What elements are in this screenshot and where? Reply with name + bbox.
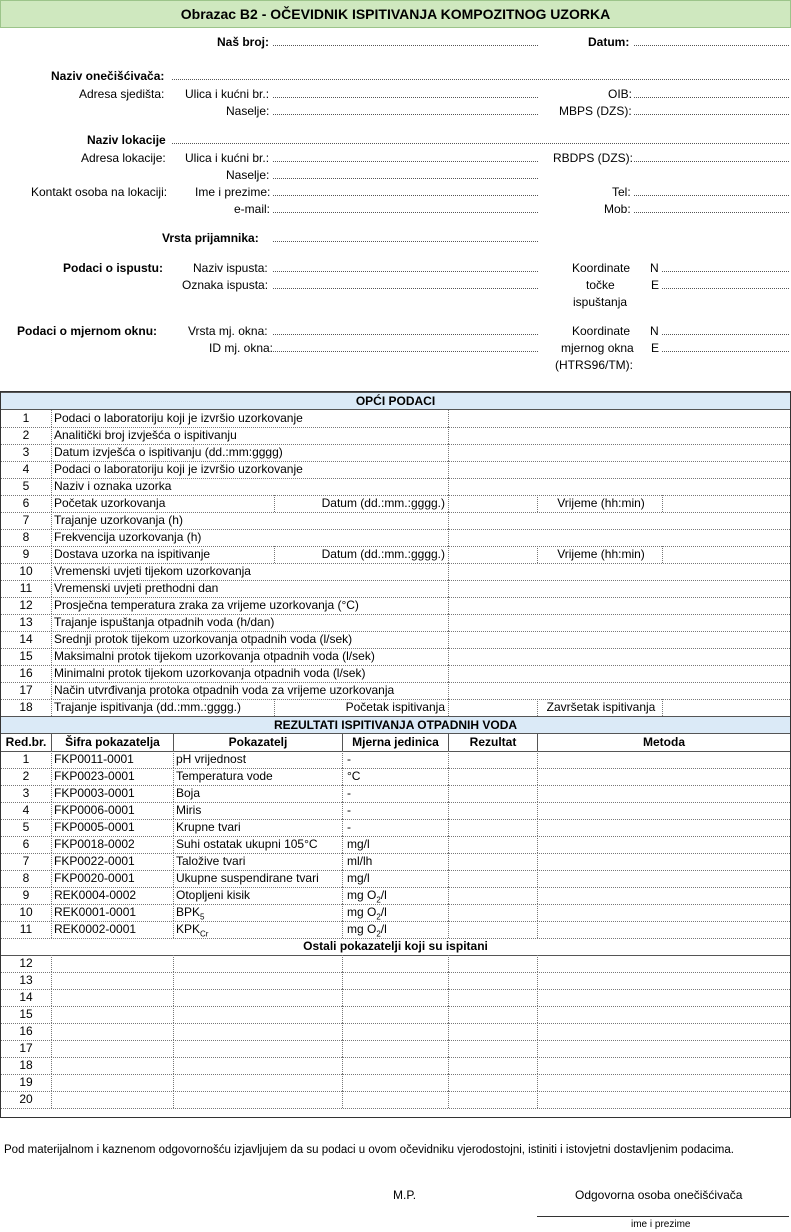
rezultat-row-jedinica: mg $O_2/l$: [347, 888, 387, 904]
opci-row-label: Naziv i oznaka uzorka: [54, 479, 172, 493]
opci-row-value[interactable]: [449, 682, 790, 699]
ostali-row-num: 14: [19, 990, 33, 1004]
opci-row-label: Trajanje ispitivanja (dd.:mm.:gggg.): [54, 700, 241, 714]
rezultat-row-metoda[interactable]: [538, 853, 790, 870]
ostali-row-value[interactable]: [449, 1074, 537, 1091]
mjernog-okna-label: mjernog okna: [561, 341, 634, 355]
opci-row-label: Vremenski uvjeti prethodni dan: [54, 581, 219, 595]
podaci-oknu-label: Podaci o mjernom oknu:: [17, 324, 158, 338]
ostali-row-metoda[interactable]: [538, 1006, 790, 1023]
rezultat-row-sifra: FKP0022-0001: [54, 854, 135, 868]
rezultat-row: [1, 751, 790, 769]
ostali-row: [1, 1023, 790, 1041]
rezultat-row-num: 2: [22, 769, 30, 783]
ostali-row-jedinica[interactable]: [343, 989, 448, 1006]
opci-row-num: 3: [22, 445, 30, 459]
opci-row-label: Prosječna temperatura zraka za vrijeme uzorkovanja (°C): [54, 598, 359, 612]
col-metoda: Metoda: [643, 735, 685, 749]
rezultat-row-sifra: FKP0018-0002: [54, 837, 135, 851]
ulica-lok-label: Ulica i kućni br.:: [185, 151, 270, 165]
opci-row-label: Minimalni protok tijekom uzorkovanja otpadnih voda (l/sek): [54, 666, 366, 680]
rezultat-row-value[interactable]: [449, 921, 537, 938]
rezultat-row: [1, 836, 790, 854]
opci-row-right: Završetak ispitivanja: [546, 700, 656, 714]
oznaka-ispusta-field[interactable]: [273, 288, 538, 289]
opci-row: [1, 546, 790, 564]
opci-row: [1, 495, 790, 513]
form-grid: [0, 391, 791, 1118]
n-field[interactable]: [662, 271, 789, 272]
naziv-lokacije-field[interactable]: [172, 143, 789, 144]
ostali-row-pokazatelj[interactable]: [174, 1074, 342, 1091]
ostali-row-pokazatelj[interactable]: [174, 955, 342, 972]
opci-row-num: 4: [22, 462, 30, 476]
opci-row: [1, 563, 790, 581]
rezultat-row-jedinica: mg/l: [347, 871, 370, 885]
ostali-row-num: 15: [19, 1007, 33, 1021]
opci-row: [1, 444, 790, 462]
rezultat-row-num: 9: [22, 888, 30, 902]
naselje-lok-label: Naselje:: [226, 168, 270, 182]
rezultati-header-row: [1, 734, 790, 752]
opci-row-num: 15: [19, 649, 33, 663]
rezultat-row-metoda[interactable]: [538, 870, 790, 887]
rezultat-row-num: 6: [22, 837, 30, 851]
opci-row-num: 17: [19, 683, 33, 697]
opci-row-label: Trajanje ispuštanja otpadnih voda (h/dan): [54, 615, 275, 629]
opci-row-value[interactable]: [449, 699, 537, 716]
ostali-row-num: 12: [19, 956, 33, 970]
rezultat-row-metoda[interactable]: [538, 785, 790, 802]
rezultat-row-pokazatelj: pH vrijednost: [176, 752, 247, 766]
ostali-row-sifra[interactable]: [52, 955, 173, 972]
opci-row-num: 7: [22, 513, 30, 527]
nas-broj-field[interactable]: [273, 45, 538, 46]
opci-row: [1, 461, 790, 479]
naziv-oneciscivaca-field[interactable]: [172, 79, 789, 80]
opci-row-value[interactable]: [449, 563, 790, 580]
ostali-heading: [1, 938, 790, 956]
oib-label: OIB:: [608, 87, 633, 101]
opci-row-right: Vrijeme (hh:min): [557, 547, 645, 561]
rezultati-heading: REZULTATI ISPITIVANJA OTPADNIH VODA: [1, 716, 790, 734]
rezultat-row: [1, 768, 790, 786]
rezultat-row-jedinica: mg $O_2/l$: [347, 905, 387, 921]
n-label: N: [650, 261, 659, 275]
koordinate2-label: Koordinate: [572, 324, 631, 338]
rezultat-row-sifra: FKP0011-0001: [54, 752, 134, 766]
rezultat-row-pokazatelj: Krupne tvari: [176, 820, 241, 834]
opci-row-num: 12: [19, 598, 33, 612]
ostali-row-metoda[interactable]: [538, 972, 790, 989]
rezultat-row-num: 3: [22, 786, 30, 800]
opci-row-label: Srednji protok tijekom uzorkovanja otpadnih voda (l/sek): [54, 632, 353, 646]
naselje-lok-field[interactable]: [273, 178, 538, 179]
e2-label: E: [651, 341, 660, 355]
rezultat-row-value[interactable]: [449, 870, 537, 887]
ostali-row: [1, 1057, 790, 1075]
opci-row-value[interactable]: [449, 631, 790, 648]
rezultat-row-num: 8: [22, 871, 30, 885]
opci-row-mid: Datum (dd.:mm.:gggg.): [321, 547, 445, 561]
naziv-ispusta-label: Naziv ispusta:: [193, 261, 268, 275]
ulica-label: Ulica i kućni br.:: [185, 87, 270, 101]
opci-row: [1, 682, 790, 700]
ulica-lok-field[interactable]: [273, 161, 538, 162]
opci-row-label: Frekvencija uzorkovanja (h): [54, 530, 202, 544]
opci-row-label: Trajanje uzorkovanja (h): [54, 513, 183, 527]
opci-row: [1, 699, 790, 717]
ostali-row: [1, 1091, 790, 1109]
rezultat-row-metoda[interactable]: [538, 921, 790, 938]
opci-row-value[interactable]: [449, 478, 790, 495]
ostali-row-pokazatelj[interactable]: [174, 1006, 342, 1023]
odgovorna-osoba-label: Odgovorna osoba onečišćivača: [575, 1188, 743, 1202]
rezultat-row: [1, 921, 790, 939]
ime-prezime-field[interactable]: [273, 195, 538, 196]
tel-field[interactable]: [634, 195, 789, 196]
opci-row-value[interactable]: [449, 512, 790, 529]
opci-row-num: 5: [22, 479, 30, 493]
opci-row-mid: Početak ispitivanja: [345, 700, 445, 714]
rezultat-row: [1, 785, 790, 803]
koordinate-label: Koordinate: [572, 261, 631, 275]
ostali-row-num: 16: [19, 1024, 33, 1038]
ime-prezime-label: Ime i prezime:: [195, 185, 271, 199]
opci-row-label: Vremenski uvjeti tijekom uzorkovanja: [54, 564, 251, 578]
opci-row-num: 13: [19, 615, 33, 629]
ispustanja-label: ispuštanja: [573, 295, 628, 309]
opci-row: [1, 614, 790, 632]
opci-row: [1, 631, 790, 649]
opci-row-num: 9: [22, 547, 30, 561]
opci-row-value[interactable]: [449, 444, 790, 461]
ostali-row-num: 17: [19, 1041, 33, 1055]
rezultat-row-pokazatelj: Suhi ostatak ukupni 105°C: [176, 837, 318, 851]
opci-podaci-heading: OPĆI PODACI: [1, 392, 790, 410]
ostali-row-sifra[interactable]: [52, 1074, 173, 1091]
col-jedinica: Mjerna jedinica: [352, 735, 439, 749]
opci-row-label: Način utvrđivanja protoka otpadnih voda za vrijeme uzorkovanja: [54, 683, 395, 697]
id-okna-label: ID mj. okna:: [209, 341, 274, 355]
rezultat-row-jedinica: -: [347, 803, 351, 817]
rezultat-row-metoda[interactable]: [538, 836, 790, 853]
ostali-row-num: 20: [19, 1092, 33, 1106]
vrsta-okna-label: Vrsta mj. okna:: [188, 324, 268, 338]
rezultat-row-num: 5: [22, 820, 30, 834]
opci-row-value[interactable]: [449, 665, 790, 682]
oib-field[interactable]: [634, 97, 789, 98]
podaci-ispustu-label: Podaci o ispustu:: [63, 261, 164, 275]
ostali-row-jedinica[interactable]: [343, 1040, 448, 1057]
rezultat-row-value[interactable]: [449, 768, 537, 785]
rezultat-row-pokazatelj: $BPK_5$: [176, 905, 205, 921]
ostali-row: [1, 989, 790, 1007]
rezultat-row-value[interactable]: [449, 751, 537, 768]
opci-row-num: 1: [22, 411, 30, 425]
rezultat-row: [1, 887, 790, 905]
email-field[interactable]: [273, 212, 538, 213]
e2-field[interactable]: [662, 351, 789, 352]
opci-row-value[interactable]: [449, 546, 537, 563]
mbps-label: MBPS (DZS):: [559, 104, 632, 118]
ostali-row-metoda[interactable]: [538, 989, 790, 1006]
naselje-field[interactable]: [273, 114, 538, 115]
rezultat-row-jedinica: mg/l: [347, 837, 370, 851]
opci-row-value[interactable]: [449, 529, 790, 546]
rezultat-row-jedinica: -: [347, 820, 351, 834]
opci-row-label: Maksimalni protok tijekom uzorkovanja otpadnih voda (l/sek): [54, 649, 375, 663]
ostali-row-jedinica[interactable]: [343, 972, 448, 989]
ostali-row: [1, 972, 790, 990]
mp-label: M.P.: [393, 1188, 417, 1202]
opci-row-value[interactable]: [449, 495, 537, 512]
opci-row-label: Podaci o laboratoriju koji je izvršio uzorkovanje: [54, 462, 303, 476]
mob-label: Mob:: [604, 202, 631, 216]
opci-row-label: Analitički broj izvješća o ispitivanju: [54, 428, 237, 442]
rezultat-row-sifra: FKP0006-0001: [54, 803, 135, 817]
ostali-row-sifra[interactable]: [52, 1091, 173, 1108]
ulica-field[interactable]: [273, 97, 538, 98]
datum-field[interactable]: [634, 45, 789, 46]
opci-row: [1, 478, 790, 496]
opci-row-value[interactable]: [449, 427, 790, 444]
adresa-sjedista-label: Adresa sjedišta:: [79, 87, 165, 101]
rezultat-row-sifra: FKP0003-0001: [54, 786, 135, 800]
opci-row: [1, 580, 790, 598]
opci-row: [1, 648, 790, 666]
opci-row-num: 6: [22, 496, 30, 510]
ostali-row-metoda[interactable]: [538, 1023, 790, 1040]
rezultat-row: [1, 819, 790, 837]
ostali-row-jedinica[interactable]: [343, 1057, 448, 1074]
rezultat-row-metoda[interactable]: [538, 751, 790, 768]
vrsta-prijamnika-label: Vrsta prijamnika:: [162, 231, 259, 245]
rezultat-row-value[interactable]: [449, 887, 537, 904]
naziv-lokacije-label: Naziv lokacije: [87, 133, 166, 147]
rezultat-row-value[interactable]: [449, 819, 537, 836]
e-label: E: [651, 278, 660, 292]
ostali-row-jedinica[interactable]: [343, 1091, 448, 1108]
ostali-row-metoda[interactable]: [538, 1091, 790, 1108]
rezultat-row-pokazatelj: $KPK_{Cr}$: [176, 922, 209, 938]
rezultat-row: [1, 853, 790, 871]
ostali-row-sifra[interactable]: [52, 1057, 173, 1074]
ostali-heading-text: Ostali pokazatelji koji su ispitani: [303, 939, 488, 953]
rezultat-row-value[interactable]: [449, 802, 537, 819]
rezultat-row-metoda[interactable]: [538, 768, 790, 785]
rezultat-row-sifra: FKP0020-0001: [54, 871, 135, 885]
ostali-row-value[interactable]: [449, 1091, 537, 1108]
ostali-row: [1, 955, 790, 973]
opci-row-right: Vrijeme (hh:min): [557, 496, 645, 510]
tocke-label: točke: [586, 278, 615, 292]
opci-row-num: 8: [22, 530, 30, 544]
mbps-field[interactable]: [634, 114, 789, 115]
rezultat-row-pokazatelj: Taložive tvari: [176, 854, 246, 868]
rezultat-row: [1, 802, 790, 820]
rezultat-row-value[interactable]: [449, 836, 537, 853]
ostali-row-value[interactable]: [449, 955, 537, 972]
opci-row-label: Datum izvješća o ispitivanju (dd.:mm:gggg): [54, 445, 283, 459]
opci-row: [1, 597, 790, 615]
rezultat-row-jedinica: -: [347, 786, 351, 800]
adresa-lokacije-label: Adresa lokacije:: [81, 151, 166, 165]
opci-row-label: Dostava uzorka na ispitivanje: [54, 547, 211, 561]
rezultat-row-metoda[interactable]: [538, 904, 790, 921]
ostali-row-pokazatelj[interactable]: [174, 1057, 342, 1074]
rbdps-field[interactable]: [634, 161, 789, 162]
mob-field[interactable]: [634, 212, 789, 213]
col-rezultat: Rezultat: [469, 735, 517, 749]
ostali-row-metoda[interactable]: [538, 955, 790, 972]
ostali-row-sifra[interactable]: [52, 1006, 173, 1023]
ostali-row-metoda[interactable]: [538, 1057, 790, 1074]
ostali-row-pokazatelj[interactable]: [174, 972, 342, 989]
opci-row: [1, 512, 790, 530]
rezultat-row: [1, 904, 790, 922]
rezultat-row-pokazatelj: Boja: [176, 786, 201, 800]
opci-row-value[interactable]: [449, 410, 790, 427]
form-title: Obrazac B2 - OČEVIDNIK ISPITIVANJA KOMPOZITNOG UZORKA: [0, 0, 791, 28]
ostali-row-jedinica[interactable]: [343, 1074, 448, 1091]
ostali-row-num: 13: [19, 973, 33, 987]
ime-prezime-caption: ime i prezime: [631, 1219, 691, 1230]
ostali-row-metoda[interactable]: [538, 1074, 790, 1091]
ostali-row-sifra[interactable]: [52, 972, 173, 989]
ostali-row-jedinica[interactable]: [343, 1023, 448, 1040]
ostali-row: [1, 1074, 790, 1092]
opci-row-label: Početak uzorkovanja: [54, 496, 166, 510]
naziv-oneciscivaca-label: Naziv onečišćivača:: [51, 69, 165, 83]
rezultat-row-metoda[interactable]: [538, 802, 790, 819]
opci-row-value[interactable]: [449, 648, 790, 665]
e-field[interactable]: [662, 288, 789, 289]
opci-row-value[interactable]: [449, 580, 790, 597]
opci-row-num: 10: [19, 564, 33, 578]
ostali-row-value[interactable]: [449, 1006, 537, 1023]
htrs-label: (HTRS96/TM):: [555, 358, 633, 372]
izjava-text: Pod materijalnom i kaznenom odgovornošću izjavljujem da su podaci u ovom očevidniku vjerodostojni, istiniti i istovjetni dostavljenim podacima.: [4, 1144, 734, 1156]
opci-row-value[interactable]: [449, 614, 790, 631]
potpis-field[interactable]: [537, 1216, 789, 1217]
ostali-row-value[interactable]: [449, 972, 537, 989]
opci-row: [1, 529, 790, 547]
kontakt-label: Kontakt osoba na lokaciji:: [31, 185, 168, 199]
rezultat-row-jedinica: -: [347, 752, 351, 766]
ostali-row-sifra[interactable]: [52, 1040, 173, 1057]
rezultat-row-pokazatelj: Miris: [176, 803, 202, 817]
rezultat-row-sifra: FKP0023-0001: [54, 769, 135, 783]
ostali-row-value[interactable]: [449, 989, 537, 1006]
ostali-row-value[interactable]: [449, 1023, 537, 1040]
opci-row-num: 2: [22, 428, 30, 442]
rezultat-row-jedinica: °C: [347, 769, 361, 783]
ostali-row-jedinica[interactable]: [343, 955, 448, 972]
rezultat-row-sifra: REK0002-0001: [54, 922, 137, 936]
ostali-row-sifra[interactable]: [52, 989, 173, 1006]
rezultat-row-value[interactable]: [449, 853, 537, 870]
opci-row: [1, 410, 790, 428]
opci-row-num: 14: [19, 632, 33, 646]
col-redbr: Red.br.: [5, 735, 47, 749]
tel-label: Tel:: [612, 185, 631, 199]
ostali-row-pokazatelj[interactable]: [174, 1040, 342, 1057]
vrsta-okna-field[interactable]: [273, 334, 538, 335]
opci-row-value2[interactable]: [663, 699, 790, 716]
id-okna-field[interactable]: [273, 351, 538, 352]
rezultat-row-pokazatelj: Otopljeni kisik: [176, 888, 251, 902]
opci-row-value[interactable]: [449, 597, 790, 614]
rezultat-row-num: 1: [22, 752, 30, 766]
col-pokazatelj: Pokazatelj: [228, 735, 288, 749]
ostali-row-value[interactable]: [449, 1040, 537, 1057]
ostali-row-sifra[interactable]: [52, 1023, 173, 1040]
opci-row-label: Podaci o laboratoriju koji je izvršio uzorkovanje: [54, 411, 303, 425]
opci-row-value2[interactable]: [663, 546, 790, 563]
rezultat-row-pokazatelj: Temperatura vode: [176, 769, 273, 783]
rezultat-row-num: 10: [19, 905, 33, 919]
email-label: e-mail:: [234, 202, 271, 216]
rezultat-row-jedinica: mg $O_2/l$: [347, 922, 387, 938]
rezultat-row-num: 7: [22, 854, 30, 868]
ostali-row-pokazatelj[interactable]: [174, 1091, 342, 1108]
opci-row-num: 11: [19, 581, 33, 595]
ostali-row-jedinica[interactable]: [343, 1006, 448, 1023]
rezultat-row-value[interactable]: [449, 904, 537, 921]
ostali-row-pokazatelj[interactable]: [174, 989, 342, 1006]
rezultat-row-pokazatelj: Ukupne suspendirane tvari: [176, 871, 319, 885]
n2-field[interactable]: [662, 334, 789, 335]
col-sifra: Šifra pokazatelja: [65, 735, 160, 749]
rezultat-row-sifra: FKP0005-0001: [54, 820, 135, 834]
ostali-row-metoda[interactable]: [538, 1040, 790, 1057]
oznaka-ispusta-label: Oznaka ispusta:: [182, 278, 269, 292]
ostali-row-num: 19: [19, 1075, 33, 1089]
opci-row-mid: Datum (dd.:mm.:gggg.): [321, 496, 445, 510]
ostali-row: [1, 1040, 790, 1058]
nas-broj-label: Naš broj:: [217, 35, 270, 49]
rezultat-row-metoda[interactable]: [538, 887, 790, 904]
naziv-ispusta-field[interactable]: [273, 271, 538, 272]
rezultat-row-jedinica: ml/lh: [347, 854, 373, 868]
n2-label: N: [650, 324, 659, 338]
rezultat-row-value[interactable]: [449, 785, 537, 802]
rezultat-row-metoda[interactable]: [538, 819, 790, 836]
opci-row: [1, 665, 790, 683]
rezultat-row: [1, 870, 790, 888]
vrsta-prijamnika-field[interactable]: [273, 241, 538, 242]
rezultat-row-sifra: REK0004-0002: [54, 888, 137, 902]
datum-label: Datum:: [588, 35, 630, 49]
ostali-row-pokazatelj[interactable]: [174, 1023, 342, 1040]
rbdps-label: RBDPS (DZS):: [553, 151, 634, 165]
ostali-row: [1, 1006, 790, 1024]
opci-row-value2[interactable]: [663, 495, 790, 512]
naselje-label: Naselje:: [226, 104, 270, 118]
opci-row-num: 16: [19, 666, 33, 680]
rezultat-row-num: 11: [19, 922, 33, 936]
ostali-row-value[interactable]: [449, 1057, 537, 1074]
opci-row-num: 18: [19, 700, 33, 714]
rezultat-row-sifra: REK0001-0001: [54, 905, 137, 919]
opci-row-value[interactable]: [449, 461, 790, 478]
opci-row: [1, 427, 790, 445]
ostali-row-num: 18: [19, 1058, 33, 1072]
rezultat-row-num: 4: [22, 803, 30, 817]
